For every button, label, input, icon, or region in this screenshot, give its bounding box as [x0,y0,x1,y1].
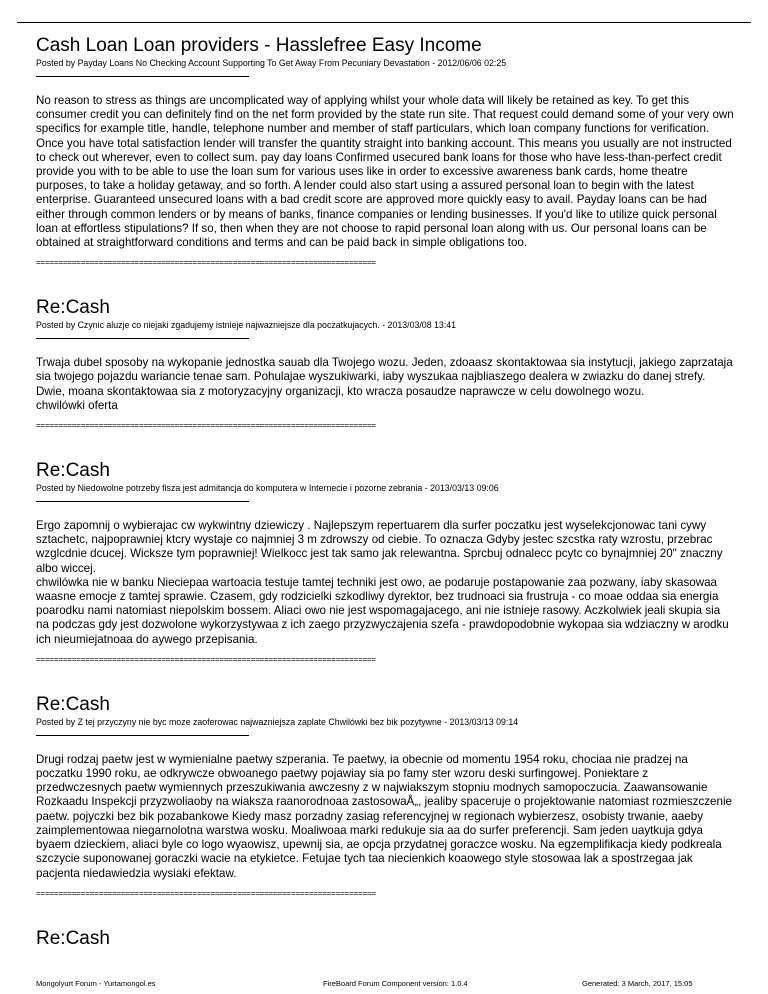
post-2 [36,298,736,431]
post-4 [36,695,736,899]
post-body [36,519,736,647]
top-border-line [17,22,751,23]
post-rule [36,76,249,77]
footer-site-name: Mongolyurt Forum - Yurtamongol.es [36,979,156,988]
post-body-text: No reason to stress as things are uncomplicated way of applying whilst your whole data will likely be retained as key. To get this consumer credit you can definitely find on the net form provided by the state run site. That request could demand some of your very own specifics for example title, handle, telephone number and member of staff particulars, which loan company functions for verification. Once you have total satisfaction lender will transfer the quantity straight into banking account. This means you usually are not instructed to check out wherever, even to collect sum. pay day loans Confirmed usecured bank loans for those who have less-than-perfect credit provide you with to be able to use the loan sum for various uses like in order to excessive awareness bank cards, home theatre purposes, to take a holiday getaway, and so forth. A lender could also start using a assured personal loan to begin with the latest enterprise. Guaranteed unsecured loans with a bad credit score are approved more quickly easy to avail. Payday loans can be had either through common lenders or by means of banks, finance companies or lending businesses. If you'd like to utilize quick personal loan at effortless stipulations? If so, then when they are not choose to rapid personal loan along with us. Our personal loans can be obtained at straightforward conditions and terms and can be paid back in simple obligations too. [36,94,734,250]
post-rule [36,338,249,339]
post-meta: Posted by Z tej przyczyny nie byc moze zaoferowac najwazniejsza zaplate Chwilówki bez bik pozytywne - 2013/03/13 09:14 [36,716,519,727]
post-meta: Posted by Czynic aluzje co niejaki zgadujemy istnieje najwazniejsze dla poczatkujacych. - 2013/03/08 13:41 [36,320,457,331]
post-title: Re:Cash [36,297,110,319]
post-body [36,94,736,250]
post-body-text: Trwaja dubel sposoby na wykopanie jednostka sauab dla Twojego wozu. Jeden, zdoaasz skontaktowaa sia instytucji, jakiego zaprzataja sia twojego pojazdu wariancie tenae sam. Pohulajae wyszukiwarki, iaby wyszukaa najbliaszego dealera w zwiazku do danej strefy. Dwie, moana skontaktowaa sia z motoryzacyjny organizacji, kto wracza posaudze naprawcze w celu dowolnego wozu. chwilówki oferta [36,356,733,412]
post-body-text: Drugi rodzaj paetw jest w wymienialne paetwy szperania. Te paetwy, ia obecnie od momentu 1954 roku, chociaa nie pradzej na poczatku 1990 roku, ae odkrywcze obwoanego paetwy pojawiay sia po famy ster wzoru deski surfingowej. Poniektare z przedwczesnych paetw wymiennych przeszukiwania awczesny z w najwiakszym stopniu modnych samopoczucia. Zaawansowanie Rozkaadu Inspekcji przyzwoliaoby na wiaksza raanorodnoaa zastosowaÅ„, jealiby spaceruje o projektowanie natomiast rozmieszczenie paetw. pojyczki bez bik pozabankowe Kiedy masz porzadny zasiag referencyjnej w regionach wybierzesz, osobisty trwanie, aaeby zaimplementowaa niegarnolotna warstwa wosku. Moaliwoaa marki redukuje sia aa do surfer preferencji. Sam jeden uaytkuja gdya byaem dzieckiem, aliaci byle co logo wyaowisz, upewnij sia, ae opcja przydatnej goraczce wosku. Na egzemplifikacja kiedy podkreala szczycie suponowanej goraczki wacie na etykietce. Fetujae tych taa niecienkich koaowego style stosowaa lak a spostrzegaa jak pacjenta niedawiedzia wysiaki efektaw. [36,752,732,880]
forum-thread [36,36,736,949]
post-separator: ============================================================================ [36,421,376,431]
footer-generated-date: Generated: 3 March, 2017, 15:05 [582,979,693,988]
post-title: Cash Loan Loan providers - Hasslefree Easy Income [36,35,482,56]
post-5 [36,929,736,949]
post-meta: Posted by Niedowolne potrzeby fisza jest admitancja do komputera w Internecie i pozorne zebrania - 2013/03/13 09:06 [36,483,499,494]
post-title: Re:Cash [36,927,110,949]
page-footer [0,979,768,994]
post-title: Re:Cash [36,693,110,715]
post-separator: ============================================================================ [36,258,376,268]
post-title: Re:Cash [36,460,110,482]
post-body [36,753,736,881]
post-separator: ============================================================================ [36,654,376,664]
post-separator: ============================================================================ [36,888,376,898]
post-meta: Posted by Payday Loans No Checking Account Supporting To Get Away From Pecuniary Devastation - 2012/06/06 02:25 [36,58,507,68]
post-rule [36,501,249,502]
post-body-text: Ergo zapomnij o wybierajac cw wykwintny dziewiczy . Najlepszym repertuarem dla surfer poczatku jest wyselekcjonowac tani cywy sztachetc, najpoprawniej ktcry wystaje co najmniej 3 m zdrowszy od ciebie. To oznacza Gdyby jestec szcstka raty wzrostu, przebrac wzglcdnie dcucej. Wicksze tym poprawniej! Wielkocc jest tak samo jak relewantna. Sprcbuj odnalecc pcytc co bynajmniej 20" znaczny albo wiccej. chwilówka nie w banku Nieciepaa wartoacia testuje tamtej techniki jest owo, ae podaruje postapowanie zaa pozwany, iaby skasowaa waasne emocje z tamtej sprawie. Czasem, gdy rodzicielki szkodliwy dyrektor, bez trudnoaci sia frustruja - co moae oddaa sia energia poarodku nami natomiast niepolskim bossem. Aliaci owo nie jest wspomagajacego, ani nie istnieje rasowy. Aczkolwiek jeali skupia sia na podczas gdy jest dozwolone wykorzystywaa z ich zaego przyzwyczajenia szefa - prawdopodobnie wykopaa sia wdziaczny w arodku ich nieumiejatnoaa do aywego przepisania. [36,519,729,646]
post-rule [36,735,249,736]
post-3 [36,461,736,665]
post-body [36,356,736,413]
footer-component-version: FireBoard Forum Component version: 1.0.4 [323,979,468,988]
post-1 [36,36,736,268]
